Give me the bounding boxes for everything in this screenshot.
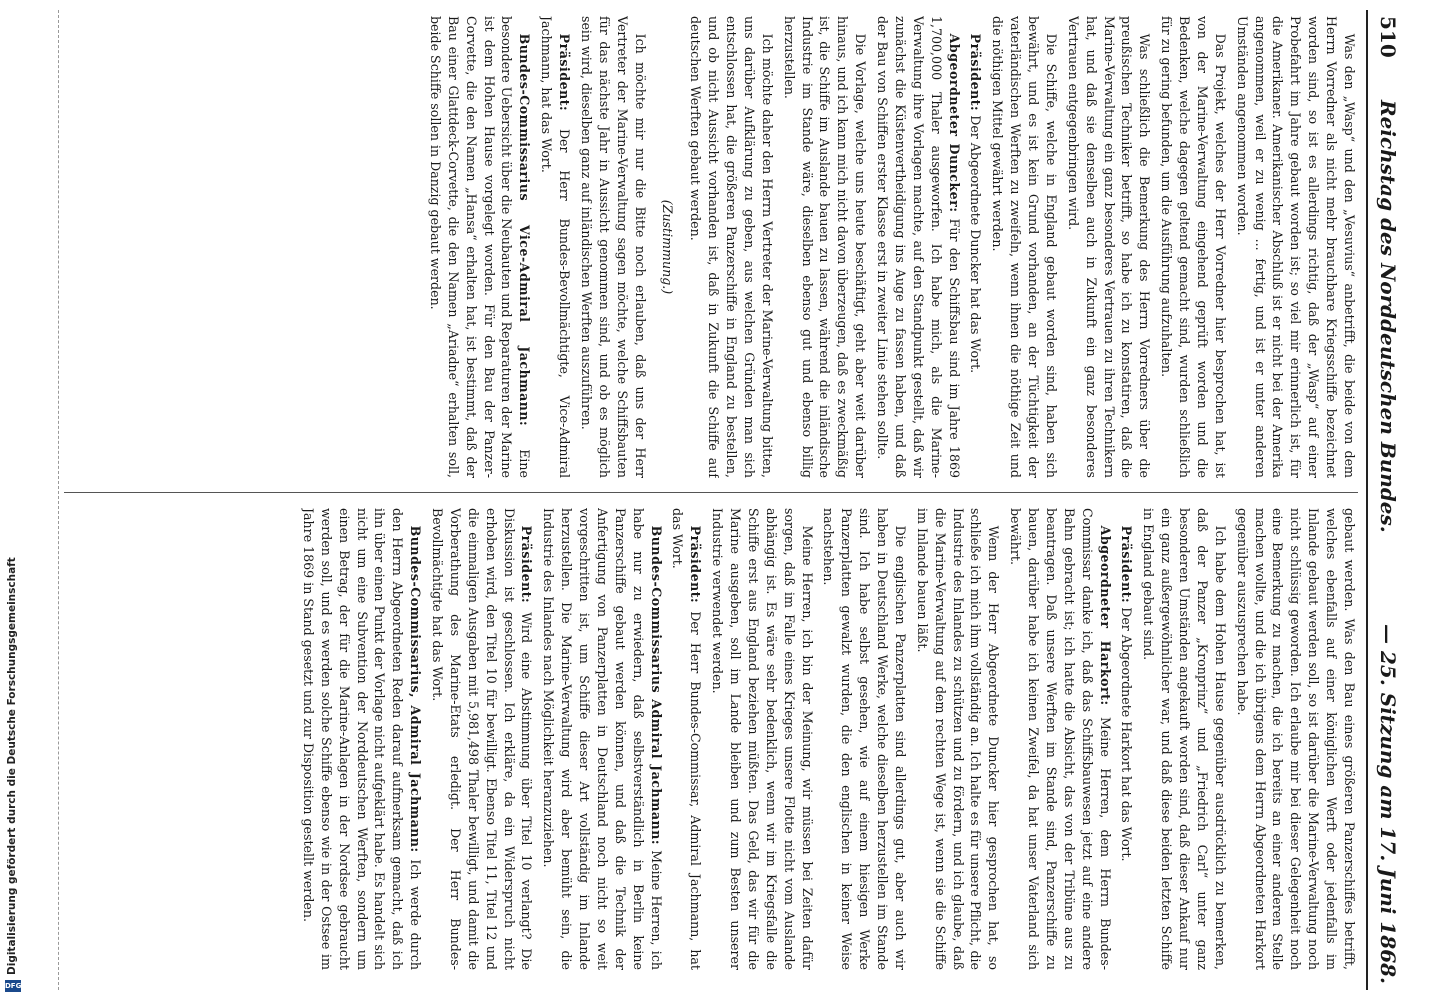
column-divider — [64, 492, 1358, 493]
paragraph: Was schließlich die Bemerkung des Herrn Vorredners über die preußischen Techniker betrifft, so habe ich zu konstatiren, daß die Marine-Verwaltung ein ganz besonderes Vertrauen zu ihren Technikern hat, und daß sie denselben auch in Zukunft ein ganz besonderes Vertrauen entgegenbringen wird. — [1065, 16, 1153, 478]
paragraph: Die englischen Panzerplatten sind allerdings gut, aber auch wir haben in Deutschland Werke, welche dieselben herzustellen im Stande sind. Ich habe selbst gesehen, wie auf einem hiesigen Werke Panzerplatten gewalzt wurden, die den englischen in keiner Weise nachstehen. — [821, 508, 908, 970]
paragraph: Ich möchte mir nur die Bitte noch erlauben, daß uns der Herr Vertreter der Marine-Verwaltung sagen möchte, welche Schiffsbauten für das nächste Jahr in Aussicht genommen sind, und ob es möglich sein wird, dieselben ganz auf inländischen Werften auszuführen. — [579, 16, 648, 478]
speech-text: Der Herr Bundes-Bevollmächtigte, Vice-Admiral Jachmann, hat das Wort. — [539, 16, 573, 478]
dfg-logo: DFG — [5, 982, 22, 990]
digitization-attribution — [2, 0, 26, 1000]
interjection: (Zustimmung.) — [660, 199, 676, 295]
speech-president — [537, 16, 573, 478]
header-title: Reichstag des Norddeutschen Bundes. — [1376, 100, 1400, 533]
speech-president — [967, 16, 985, 478]
speech-harkort — [1006, 508, 1113, 970]
paragraph: Die Vorlage, welche uns heute beschäftigt, geht aber weit darüber hinaus, und ich kann mich nicht davon überzeugen, daß es zweckmäßig ist, die Schiffe im Auslande bauen zu lassen, während die inländische Industrie im Stande wäre, dieselben ebenso gut und ebenso billig herzustellen. — [781, 16, 869, 478]
speech-president — [428, 508, 535, 970]
speech-text: Ich werde durch den Herrn Abgeordneten Reden darauf aufmerksam gemacht, daß ich ihn über einen Punkt der Vorlage nicht aufgeklärt habe. Es handelt sich nicht um eine Subvention der Norddeutschen Werften, sondern um einen Betrag, der für die Marine-Anlagen in der Nordsee gebraucht werden soll, und es werden solche Schiffe ebenso wie in der Ostsee im Jahre 1869 in Stand gesetzt und zur Disposition gestellt werden. — [301, 508, 424, 970]
speech-text: Der Herr Bundes-Commissar, Admiral Jachmann, hat das Wort. — [670, 508, 704, 970]
speech-president — [1118, 508, 1136, 970]
speaker-name: Präsident: — [1119, 525, 1135, 604]
paragraph: Ich möchte daher den Herrn Vertreter der Marine-Verwaltung bitten, uns darüber Aufklärung zu geben, aus welchen Gründen man sich entschlossen hat, die größeren Panzerschiffe in England zu bestellen, und ob nicht Aussicht vorhanden ist, daß in Zukunft die Schiffe auf deutschen Werften gebaut werden. — [688, 16, 775, 478]
speech-duncker — [873, 16, 962, 478]
page-number: 510 — [1376, 16, 1400, 58]
header-session: — 25. Sitzung am 17. Juni 1868. — [1376, 624, 1400, 984]
speaker-name: Präsident: — [968, 33, 984, 112]
speech-text: Der Abgeordnete Harkort hat das Wort. — [1119, 607, 1135, 862]
speech-text: Meine Herren, dem Herrn Bundes-Commissar danke ich, daß das Schiffsbauwesen jetzt auf eine andere Bahn gebracht ist; ich hatte die Absicht, das von der Tribüne aus zu beantragen. Daß unsere Werften im Stande sind, Panzerschiffe zu bauen, darüber habe ich keinen Zweifel, da hat unser Vaterland sich bewährt. — [1008, 508, 1113, 970]
speech-jachmann — [540, 508, 665, 970]
speaker-name: Präsident: — [519, 525, 535, 604]
speaker-name: Präsident: — [557, 33, 573, 112]
paragraph: Wenn der Herr Abgeordnete Duncker hier gesprochen hat, so schließe ich mich ihm vollständig an. Ich halte es für unsere Pflicht, die Industrie des Inlandes zu schützen und zu fördern, und ich glaube, daß die Marine-Verwaltung auf dem rechten Wege ist, wenn sie die Schiffe im Inlande bauen läßt. — [914, 508, 1002, 970]
rotated-scanned-page — [40, 10, 1420, 990]
paragraph: Die Schiffe, welche in England gebaut worden sind, haben sich bewährt, und es ist kein Grund vorhanden, an der Tüchtigkeit der vaterländischen Werften zu zweifeln, wenn ihnen die nöthige Zeit und die nöthigen Mittel gewährt werden. — [990, 16, 1059, 478]
speaker-name: Bundes-Commissarius, Admiral Jachmann: — [408, 525, 424, 853]
speaker-name: Abgeordneter Duncker: — [946, 33, 962, 213]
speech-jachmann — [426, 16, 533, 478]
page-bottom-edge — [44, 10, 59, 990]
paragraph: Meine Herren, ich bin der Meinung, wir müssen bei Zeiten dafür sorgen, daß im Falle eines Krieges unsere Flotte nicht vom Auslande abhängig ist. Es wäre sehr bedenklich, wenn wir im Kriegsfalle die Schiffe erst aus England beziehen müßten. Das Geld, das wir für die Marine ausgeben, soll im Lande bleiben und zum Besten unserer Industrie verwendet werden. — [710, 508, 815, 970]
speech-text: Eine besondere Uebersicht über die Neubauten und Reparaturen der Marine ist dem Hohen Hause vorgelegt worden. Für den Bau der Panzer-Corvette, die den Namen „Hansa“ erhalten hat, ist bestimmt, daß der Bau einer Glattdeck-Corvette, die den Namen „Ariadne“ erhalten soll, beide Schiffe sollen in Danzig gebaut werden. — [428, 16, 533, 478]
speech-text: Für den Schiffsbau sind im Jahre 1869 1,700,000 Thaler ausgeworfen. Ich habe mich, als die Marine-Verwaltung ihre Vorlagen machte, auf den Standpunkt gestellt, daß wir zunächst die Küstenvertheidigung ins Auge zu fassen haben, und daß der Bau von Schiffen erster Klasse erst in zweiter Linie stehen sollte. — [875, 16, 962, 478]
speech-president — [669, 508, 705, 970]
paragraph: Was den „Wasp“ und den „Vesuvius“ anbetrifft, die beide von dem Herrn Vorredner als nicht mehr brauchbare Kriegsschiffe bezeichnet worden sind, so ist es allerdings richtig, daß der „Wasp“ auf einer Probefahrt im Jahre gebaut worden ist; so viel mir erinnerlich ist, für die Amerikaner. Amerikanischer Abschluß ist er nicht bei der Amerika angenommen, weil er zu wenig ... fertig, und ist er unter anderen Umständen angenommen worden. — [1234, 16, 1357, 478]
speech-text: Meine Herren, ich habe nur zu erwiedern, daß selbstverständlich in Berlin keine Panzerschiffe gebaut werden können, und daß die Technik der Anfertigung von Panzerplatten in Deutschland noch nicht so weit vorgeschritten ist, um Schiffe dieser Art vollständig im Inlande herzustellen. Die Marine-Verwaltung wird aber bemüht sein, die Industrie des Inlandes nach Möglichkeit heranzuziehen. — [541, 508, 664, 970]
speech-jachmann — [299, 508, 424, 970]
paragraph: Das Projekt, welches der Herr Vorredner hier besprochen hat, ist von der Marine-Verwaltung eingehend geprüft worden und die Bedenken, welche dagegen geltend gemacht sind, wurden schließlich für zu gering befunden, um die Ausführung aufzuhalten. — [1159, 16, 1228, 478]
speaker-name: Bundes-Commissarius Admiral Jachmann: — [648, 525, 664, 846]
running-header — [1366, 10, 1402, 990]
left-column — [64, 16, 1358, 478]
attribution-text: Digitalisierung gefördert durch die Deutsche Forschungsgemeinschaft — [6, 557, 18, 975]
paragraph: gebaut werden. Was den Bau eines größeren Panzerschiffes betrifft, welches ebenfalls auf einer königlichen Werft oder jedenfalls im Inlande gebaut werden soll, so ist darüber die Marine-Verwaltung noch nicht schlüssig geworden. Ich erlaube mir bei dieser Gelegenheit noch eine Bemerkung zu machen, die ich bereits an einer anderen Stelle machen wollte, und die ich übrigens dem Herrn Abgeordneten Harkort gegenüber auszusprechen habe. — [1234, 508, 1357, 970]
speech-text: Wird eine Abstimmung über Titel 10 verlangt? Die Diskussion ist geschlossen. Ich erkläre, da ein Widerspruch nicht erhoben wird, den Titel 10 für bewilligt. Ebenso Titel 11, Titel 12 und die einmaligen Ausgaben mit 5,981,498 Thaler bewilligt, und damit die Vorberathung des Marine-Etats erledigt. Der Herr Bundes-Bevollmächtigte hat das Wort. — [430, 508, 535, 970]
speaker-name: Präsident: — [688, 525, 704, 604]
right-column — [64, 508, 1358, 970]
speaker-name: Abgeordneter Harkort: — [1097, 525, 1113, 706]
paragraph: Ich habe dem Hohen Hause gegenüber ausdrücklich zu bemerken, daß der Panzer „Kronprinz“ und „Friedrich Carl“ unter ganz besonderen Umständen angekauft worden sind, daß dieser Ankauf nur ein ganz außergewöhnlicher war, und daß diese beiden letzten Schiffe in England gebaut sind. — [1141, 508, 1228, 970]
speaker-name: Bundes-Commissarius Vice-Admiral Jachmann: — [517, 33, 533, 427]
speech-text: Der Abgeordnete Duncker hat das Wort. — [968, 115, 984, 374]
